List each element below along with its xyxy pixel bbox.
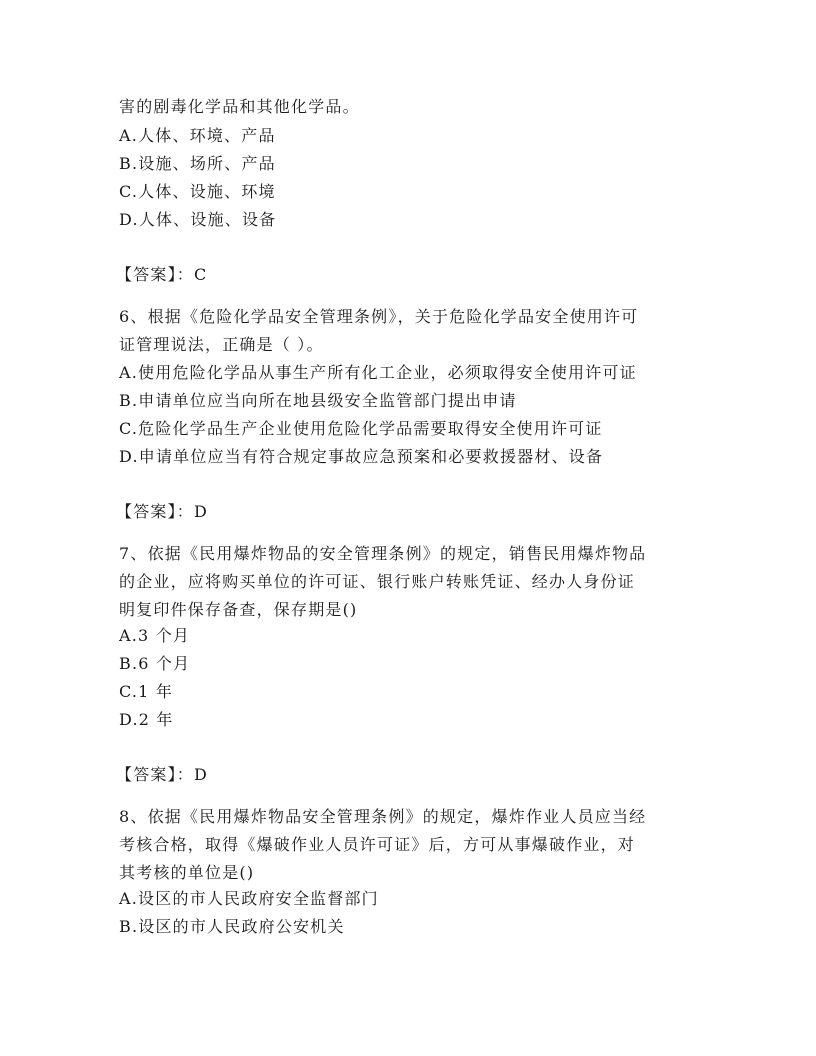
question-5-stem-tail: 害的剧毒化学品和其他化学品。 bbox=[119, 97, 360, 116]
question-8-stem-line-3: 其考核的单位是() bbox=[119, 863, 255, 882]
question-7-answer: 【答案】：D bbox=[116, 765, 209, 784]
question-6-stem-line-1: 6、根据《危险化学品安全管理条例》，关于危险化学品安全使用许可 bbox=[119, 307, 639, 326]
question-5-option-a: A.人体、环境、产品 bbox=[119, 126, 276, 145]
question-5-option-b: B.设施、场所、产品 bbox=[119, 154, 276, 173]
question-8-option-b: B.设区的市人民政府公安机关 bbox=[119, 917, 345, 936]
question-5-answer: 【答案】：C bbox=[116, 265, 208, 284]
question-7-stem-line-1: 7、依据《民用爆炸物品的安全管理条例》的规定，销售民用爆炸物品 bbox=[119, 544, 647, 563]
question-6-option-a: A.使用危险化学品从事生产所有化工企业，必须取得安全使用许可证 bbox=[119, 363, 637, 382]
question-6-answer: 【答案】：D bbox=[116, 502, 209, 521]
question-6-option-b: B.申请单位应当向所在地县级安全监管部门提出申请 bbox=[119, 391, 517, 410]
question-6-stem-line-2: 证管理说法，正确是（ ）。 bbox=[119, 335, 324, 354]
question-7-option-a: A.3 个月 bbox=[119, 626, 191, 645]
question-6-option-d: D.申请单位应当有符合规定事故应急预案和必要救援器材、设备 bbox=[119, 447, 604, 466]
question-5-option-c: C.人体、设施、环境 bbox=[119, 182, 276, 201]
question-6-option-c: C.危险化学品生产企业使用危险化学品需要取得安全使用许可证 bbox=[119, 419, 603, 438]
question-7-option-b: B.6 个月 bbox=[119, 654, 191, 673]
question-8-stem-line-2: 考核合格，取得《爆破作业人员许可证》后，方可从事爆破作业，对 bbox=[119, 835, 636, 854]
question-5-option-d: D.人体、设施、设备 bbox=[119, 210, 277, 229]
question-7-option-d: D.2 年 bbox=[119, 710, 174, 729]
question-7-option-c: C.1 年 bbox=[119, 682, 174, 701]
question-7-stem-line-3: 明复印件保存备查，保存期是() bbox=[119, 600, 358, 619]
question-7-stem-line-2: 的企业，应将购买单位的许可证、银行账户转账凭证、经办人身份证 bbox=[119, 572, 636, 591]
question-8-stem-line-1: 8、依据《民用爆炸物品安全管理条例》的规定，爆炸作业人员应当经 bbox=[119, 807, 647, 826]
question-8-option-a: A.设区的市人民政府安全监督部门 bbox=[119, 889, 379, 908]
